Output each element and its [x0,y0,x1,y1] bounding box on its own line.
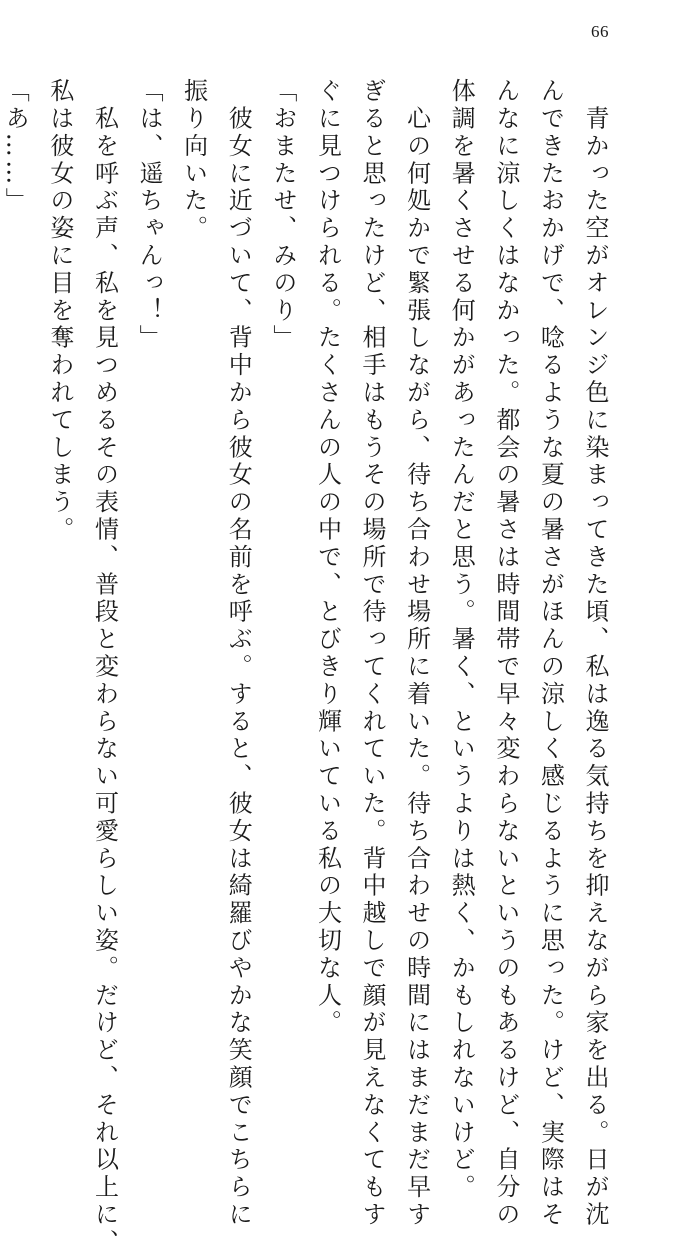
text-line: んできたおかげで、唸るような夏の暑さがほんの涼しく感じるように思った。けど、実際はそ [536,78,565,1229]
text-line: 心の何処かで緊張しながら、待ち合わせ場所に着いた。待ち合わせの時間にはまだまだ早す [402,78,431,1229]
body-text [0,78,617,1256]
dialogue-line: 「おまたせ、みのり」 [268,78,297,352]
text-line: 私を呼ぶ声、私を見つめるその表情、普段と変わらない可愛らしい姿。だけど、それ以上に、 [90,78,119,1256]
text-line: ぎると思ったけど、相手はもうその場所で待ってくれていた。背中越しで顔が見えなくてもす [358,78,387,1229]
text-line: 私は彼女の姿に目を奪われてしまう。 [45,78,74,544]
dialogue-line: 「は、遥ちゃんっ！」 [135,78,164,352]
text-line: 振り向いた。 [179,78,208,243]
text-line: 体調を暑くさせる何かがあったんだと思う。暑く、というよりは熱く、かもしれないけど。 [447,78,476,1202]
dialogue-line: 「あ……」 [1,78,30,215]
page-number: 66 [591,22,609,41]
text-line: 彼女に近づいて、背中から彼女の名前を呼ぶ。すると、彼女は綺羅びやかな笑顔でこちらに [224,78,253,1229]
text-line: ぐに見つけられる。たくさんの人の中で、とびきり輝いている私の大切な人。 [313,78,342,1037]
text-line: 青かった空がオレンジ色に染まってきた頃、私は逸る気持ちを抑えながら家を出る。日が沈 [581,78,609,1229]
text-line: んなに涼しくはなかった。都会の暑さは時間帯で早々変わらないというのもあるけど、自分の [491,78,520,1229]
